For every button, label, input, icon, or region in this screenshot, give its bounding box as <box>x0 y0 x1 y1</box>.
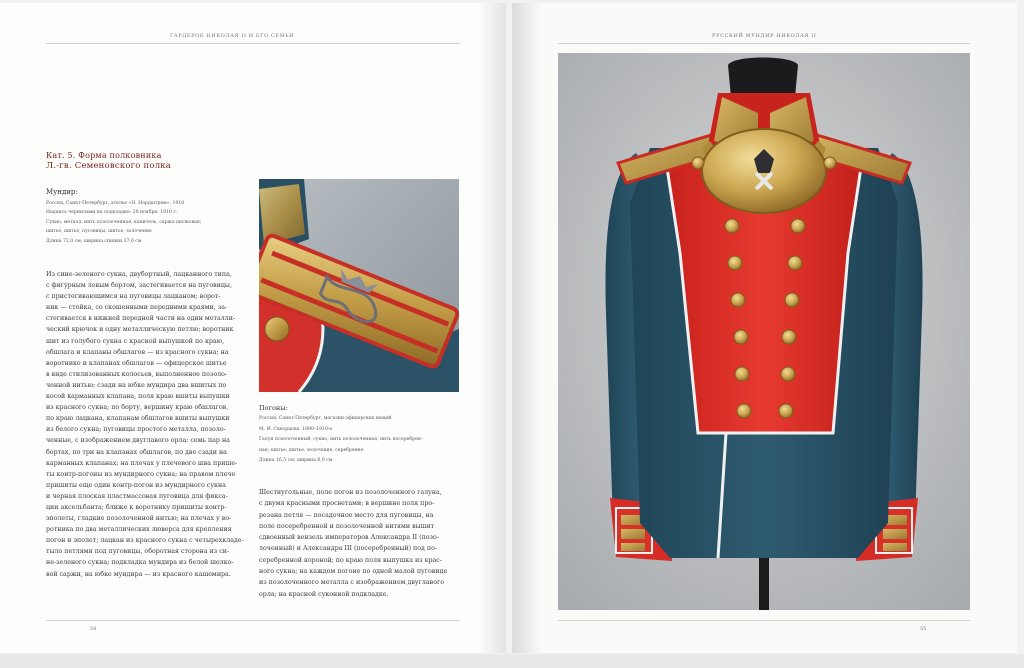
gutter-shadow <box>512 3 542 653</box>
uniform-text-line: стегивается в нижней передней части на один металли- <box>46 315 236 323</box>
uniform-meta-line: Сукно, металл, нить позолоченная, канитель, саржа шелковая; <box>46 219 202 225</box>
uniform-text-line: вой саржи, на юбке мундира — из красного кашемира. <box>46 570 231 578</box>
footer-rule <box>46 620 460 621</box>
catalog-title-line2: Л.-гв. Семеновского полка <box>46 161 172 171</box>
shoulder-boards-description <box>259 487 464 600</box>
uniform-text-line: по краю лацкана, клапанам обшлагов вшиты выпушки <box>46 415 230 423</box>
uniform-text-line: погон и эполет; лацкан из красного сукна с четырехкладе- <box>46 537 244 545</box>
uniform-text-line: ник — стойка, со скошенными передними краями, за- <box>46 304 228 312</box>
uniform-text-line: ченной нитью; сзади на юбке мундира два вшитых по <box>46 381 227 389</box>
uniform-text-line: тыло петлями под пуговицы, оборотная сторона из си- <box>46 548 230 556</box>
shoulder-boards-text-line: серебренной короной; по краю поля выпушка из крас- <box>259 556 442 564</box>
header-rule <box>46 43 460 44</box>
uniform-text-line: ченные, с изображением двуглавого орла: семь пар на <box>46 437 230 445</box>
uniform-text-line: ции аксельбанта; ближе к воротнику пришиты контр- <box>46 503 227 511</box>
shoulder-boards-text-line: Шестиугольные, поле погон из позолоченного галуна, <box>259 489 442 496</box>
uniform-text-line: Из сине-зеленого сукна, двубортный, лацканного типа, <box>46 271 232 278</box>
shoulder-boards-meta-line: Длина 16,5 см; ширина 6,0 см <box>259 458 333 464</box>
uniform-text-line: шит из голубого сукна с красной выпушкой по краю, <box>46 337 225 345</box>
shoulder-boards-text-line: резана петля — посадочное место для пуговицы, на <box>259 511 434 519</box>
shoulder-boards-text-line: из позолоченного металла с изображением двуглавого <box>259 579 445 587</box>
uniform-text-line: обшлага и клапаны обшлагов — из красного сукна; на <box>46 348 229 356</box>
uniform-text-line: из белого сукна; пуговицы простого металла, позоло- <box>46 426 226 434</box>
shoulder-boards-meta-line: Галун позолоченный, сукно, нить позолоченная, нить посеребрен- <box>259 437 423 443</box>
uniform-text-line: карманных клапанах; на плечах у плечевого шва прише- <box>46 459 238 467</box>
uniform-meta-line: шитье, шитье, пуговицы, шитье, золочение <box>46 229 152 235</box>
uniform-meta <box>46 199 246 246</box>
uniform-text-line: и черная плоская пластмассовая пуговица для фикса- <box>46 492 228 500</box>
shoulder-board-image <box>259 179 459 392</box>
catalog-title-line1: Кат. 5. Форма полковника <box>46 151 162 160</box>
shoulder-boards-text-line: ного сукна; на каждом погоне по одной малой пуговице <box>259 568 448 576</box>
uniform-heading: Мундир: <box>46 188 78 196</box>
uniform-text-line: ты контр-погоны из мундирного сукна; на правом плече <box>46 470 236 478</box>
uniform-text-line: бортах, по три на клапанах обшлагов, по две сзади на <box>46 448 227 456</box>
uniform-text-line: из красного сукна; по борту, вершину краю обшлагов, <box>46 404 229 412</box>
running-head: ГАРДЕРОБ НИКОЛАЯ II И ЕГО СЕМЬИ <box>170 33 295 39</box>
shoulder-boards-text-line: орла; на красной суконной подкладке. <box>259 590 389 598</box>
shoulder-boards-text-line: поле посеребренной и позолоченной нитями вышит <box>259 522 435 530</box>
shoulder-boards-meta-line: ная; шитье, шитье, золочение, серебрение <box>259 447 364 453</box>
catalog-title <box>46 150 246 172</box>
gutter-shadow <box>478 3 506 653</box>
uniform-text-line: ротника по два металлических люверса для крепления <box>46 526 232 534</box>
uniform-text-line: с фигурным левым бортом, застегивается на пуговицы, <box>46 282 232 290</box>
shoulder-boards-text-line: сдвоенный вензель императоров Александра II (позо- <box>259 534 439 542</box>
uniform-description <box>46 269 244 580</box>
uniform-text-line: с пристегивающимся на пуговицы лацканом; ворот- <box>46 293 221 301</box>
uniform-text-line: не-зеленого сукна; подкладка мундира из белой шелко- <box>46 559 234 567</box>
left-page <box>0 3 506 653</box>
running-head: РУССКИЙ МУНДИР НИКОЛАЯ II <box>712 33 817 39</box>
shoulder-boards-heading: Погоны: <box>259 404 288 412</box>
uniform-photo <box>558 53 970 610</box>
uniform-text-line: пришиты еще один контр-погон из мундирного сукна <box>46 481 226 489</box>
shoulder-boards-meta-line: М. И. Скворцова. 1890–1910-е <box>259 426 333 432</box>
uniform-text-line: эполеты, гладкие позолоченной нитью; на плечах у во- <box>46 515 232 523</box>
page-number: 54 <box>90 626 97 632</box>
uniform-meta-line: Надпись чернилами на подкладке: 20 ноября. 1910 г. <box>46 210 178 216</box>
bottom-edge <box>0 654 1024 668</box>
shoulder-boards-text-line: с двумя красными просветами; в вершине поля про- <box>259 500 435 508</box>
uniform-text-line: ческий крючок и одну металлическую петлю; воротник <box>46 326 234 334</box>
uniform-meta-line: Длина 72,0 см; ширина спинки 37,0 см <box>46 238 142 244</box>
shoulder-boards-text-line: лоченный) и Александра III (посеребренный) под по- <box>259 545 438 553</box>
header-rule <box>558 43 970 44</box>
uniform-meta-line: Россия, Санкт-Петербург, ателье «Н. Нордштрем». 1910 <box>46 201 185 206</box>
uniform-text-line: в виде стилизованных колосьев, выполненное позоло- <box>46 370 228 378</box>
shoulder-board-photo <box>259 179 459 392</box>
uniform-text-line: воротнике и клапанах обшлагов — офицерское шитье <box>46 359 227 367</box>
uniform-image <box>558 53 970 610</box>
page-number: 55 <box>920 626 927 632</box>
shoulder-boards-meta-line: Россия, Санкт-Петербург, магазин офицерских вещей <box>259 416 392 421</box>
uniform-text-line: косой карманных клапана, поля краю вшиты выпушки <box>46 393 230 401</box>
shoulder-boards-meta <box>259 414 464 467</box>
footer-rule <box>558 620 970 621</box>
right-page <box>512 3 1017 653</box>
